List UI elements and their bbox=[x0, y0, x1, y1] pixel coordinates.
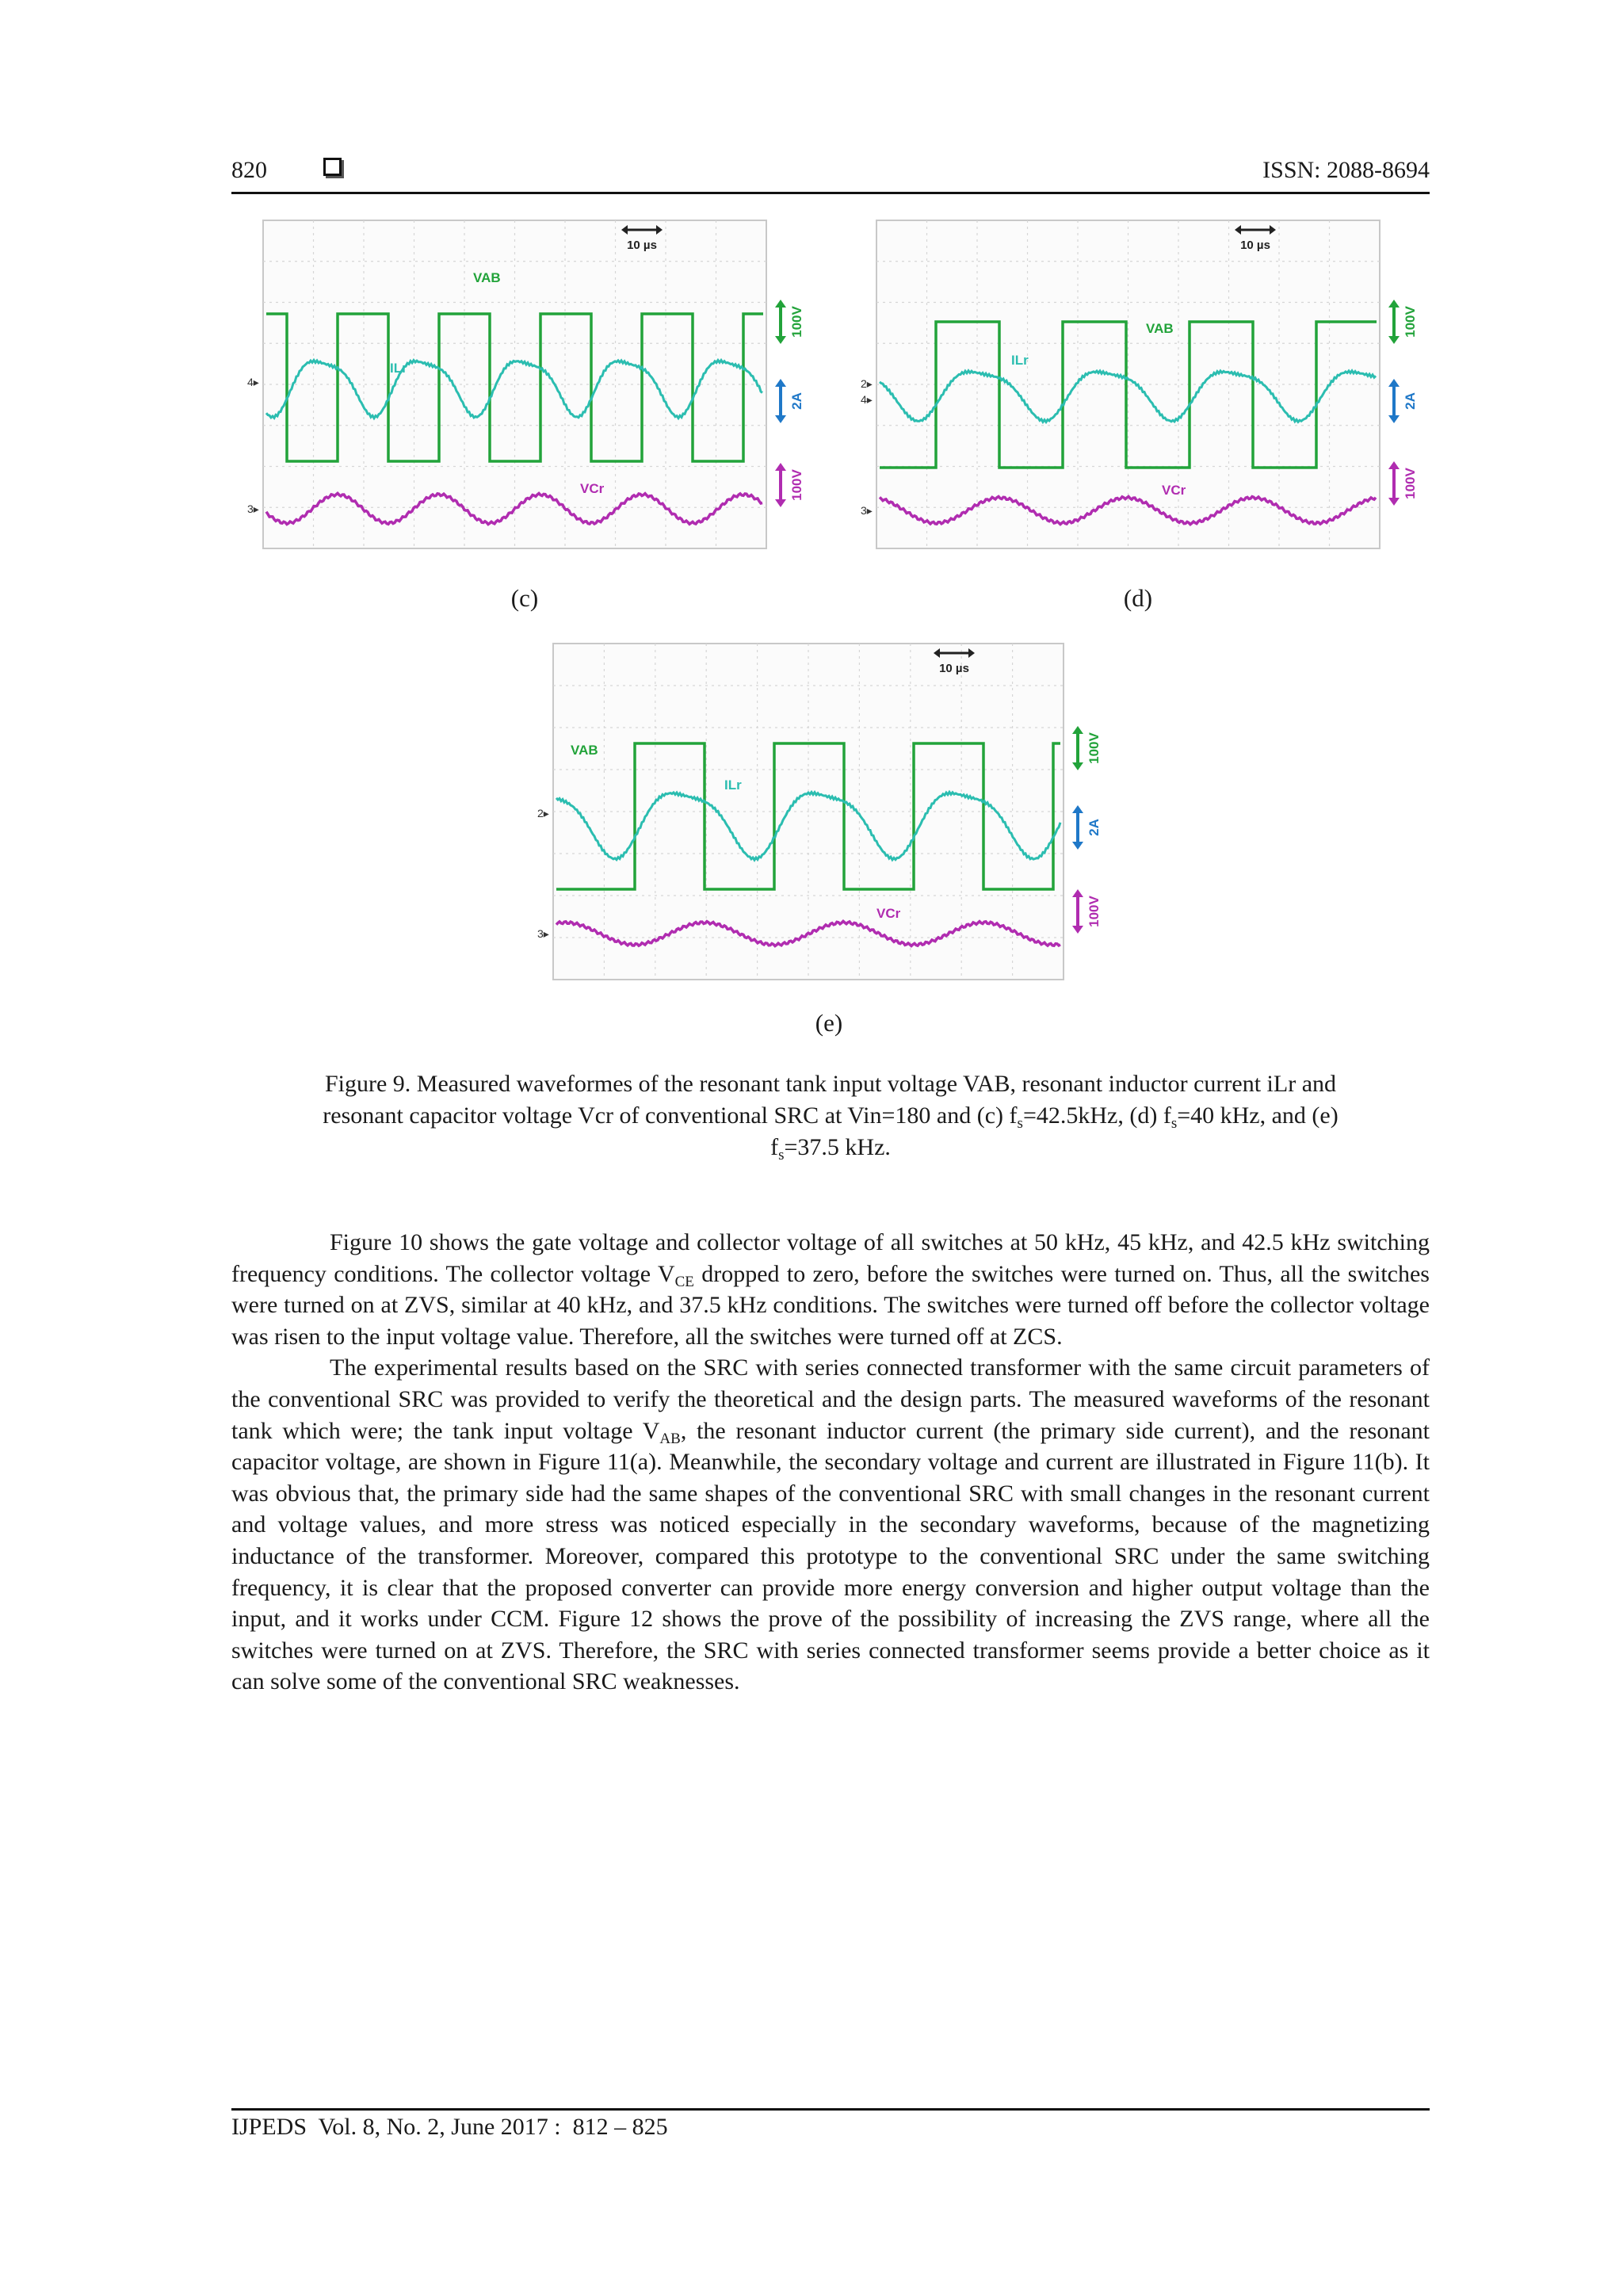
channel-marker: 2▸ bbox=[537, 807, 549, 819]
scale-label: 100V bbox=[789, 306, 804, 338]
time-scale-label: 10 µs bbox=[627, 239, 657, 252]
vcr-label: VCr bbox=[1162, 483, 1186, 498]
scale-indicator bbox=[1072, 805, 1102, 850]
scale-label: 100V bbox=[1403, 468, 1418, 499]
caption-line-1: Figure 9. Measured waveformes of the resonant tank input voltage VAB, resonant inductor current iLr and bbox=[324, 1071, 1337, 1097]
scope-figure-d bbox=[861, 216, 1431, 556]
channel-marker: 3▸ bbox=[861, 504, 873, 517]
figure-label-e: (e) bbox=[815, 1009, 843, 1037]
figure-caption bbox=[231, 1068, 1430, 1163]
figure-label-d: (d) bbox=[1123, 584, 1153, 612]
scale-indicator bbox=[1388, 461, 1418, 506]
time-scale-indicator bbox=[1235, 225, 1276, 252]
caption-line-2: resonant capacitor voltage Vcr of conventional SRC at Vin=180 and (c) $f_s=42.5kHz$, (d) $f_s=40$ kHz, and (e) bbox=[323, 1102, 1338, 1132]
scale-label: 2A bbox=[1086, 819, 1102, 836]
channel-marker: 4▸ bbox=[861, 393, 873, 406]
oscilloscope-screen bbox=[534, 639, 1128, 988]
channel-marker: 2▸ bbox=[861, 377, 873, 390]
scope-grid-frame bbox=[876, 220, 1380, 548]
scale-indicator bbox=[775, 300, 804, 344]
vab-label: VAB bbox=[473, 270, 501, 285]
footer-journal: IJPEDS Vol. 8, No. 2, June 2017 : 812 – 825 bbox=[231, 2114, 668, 2140]
ilr-label: ILr bbox=[1011, 353, 1029, 368]
scale-label: 100V bbox=[1086, 732, 1102, 764]
figure-label-c: (c) bbox=[510, 584, 539, 612]
scope-figure-c bbox=[247, 216, 818, 556]
vcr-label: VCr bbox=[876, 906, 901, 921]
ilr-label: ILr bbox=[724, 777, 742, 793]
scale-indicator bbox=[1388, 379, 1418, 423]
time-scale-label: 10 µs bbox=[1240, 239, 1270, 252]
footer-rule bbox=[231, 2108, 1430, 2111]
scope-figure-e bbox=[534, 639, 1128, 988]
paragraph-1: Figure 10 shows the gate voltage and collector voltage of all switches at 50 kHz, 45 kHz, and 42.5 kHz switching frequency conditions. The collector voltage $V_{CE}$ dropped to zero, before the switches were turned on. Thus, all the switches were turned on at ZVS, similar at 40 kHz, and 37.5 kHz conditions. The switches were turned off before the collector voltage was risen to the input voltage value. Therefore, all the switches were turned off at ZCS. bbox=[231, 1229, 1430, 1350]
channel-marker: 4▸ bbox=[247, 376, 259, 388]
scale-indicator bbox=[1072, 726, 1102, 770]
time-scale-indicator bbox=[934, 648, 975, 675]
page-number: 820 bbox=[231, 157, 267, 183]
scale-indicator bbox=[1072, 889, 1102, 934]
ilr-label: ILr bbox=[390, 361, 407, 376]
body-text bbox=[231, 1227, 1430, 1698]
time-scale-indicator bbox=[621, 225, 663, 252]
scale-label: 100V bbox=[1403, 306, 1418, 338]
vcr-label: VCr bbox=[580, 481, 605, 496]
vab-label: VAB bbox=[571, 743, 598, 758]
time-scale-label: 10 µs bbox=[939, 662, 969, 675]
scale-label: 2A bbox=[789, 392, 804, 410]
issn: ISSN: 2088-8694 bbox=[1262, 157, 1430, 183]
header-box-icon bbox=[323, 158, 342, 176]
scale-label: 100V bbox=[1086, 896, 1102, 927]
scale-indicator bbox=[775, 463, 804, 507]
vab-label: VAB bbox=[1146, 321, 1174, 336]
scale-indicator bbox=[1388, 300, 1418, 344]
header-rule bbox=[231, 192, 1430, 194]
oscilloscope-screen bbox=[861, 216, 1431, 556]
channel-marker: 3▸ bbox=[247, 502, 259, 515]
scale-label: 100V bbox=[789, 469, 804, 501]
oscilloscope-screen bbox=[247, 216, 818, 556]
channel-marker: 3▸ bbox=[537, 927, 549, 940]
caption-line-3: $f_s=37.5$ kHz. bbox=[770, 1134, 891, 1163]
scale-indicator bbox=[775, 379, 804, 423]
paragraph-2: The experimental results based on the SRC with series connected transformer with the same circuit parameters of the conventional SRC was provided to verify the theoretical and the design parts. The measured waveforms of the resonant tank which were; the tank input voltage $V_{AB}$, the resonant inductor current (the primary side current), and the resonant capacitor voltage, are shown in Figure 11(a). Meanwhile, the secondary voltage and current are illustrated in Figure 11(b). It was obvious that, the primary side had the same shapes of the conventional SRC with small changes in the resonant current and voltage values, and more stress was noticed especially in the secondary waveforms, because of the magnetizing inductance of the transformer. Moreover, compared this prototype to the conventional SRC under the same switching frequency, it is clear that the proposed converter can provide more energy conversion and higher output voltage than the input, and it works under CCM. Figure 12 shows the prove of the possibility of increasing the ZVS range, where all the switches were turned on at ZVS. Therefore, the SRC with series connected transformer seems provide a better choice as it can solve some of the conventional SRC weaknesses. bbox=[231, 1354, 1430, 1695]
scale-label: 2A bbox=[1403, 392, 1418, 410]
